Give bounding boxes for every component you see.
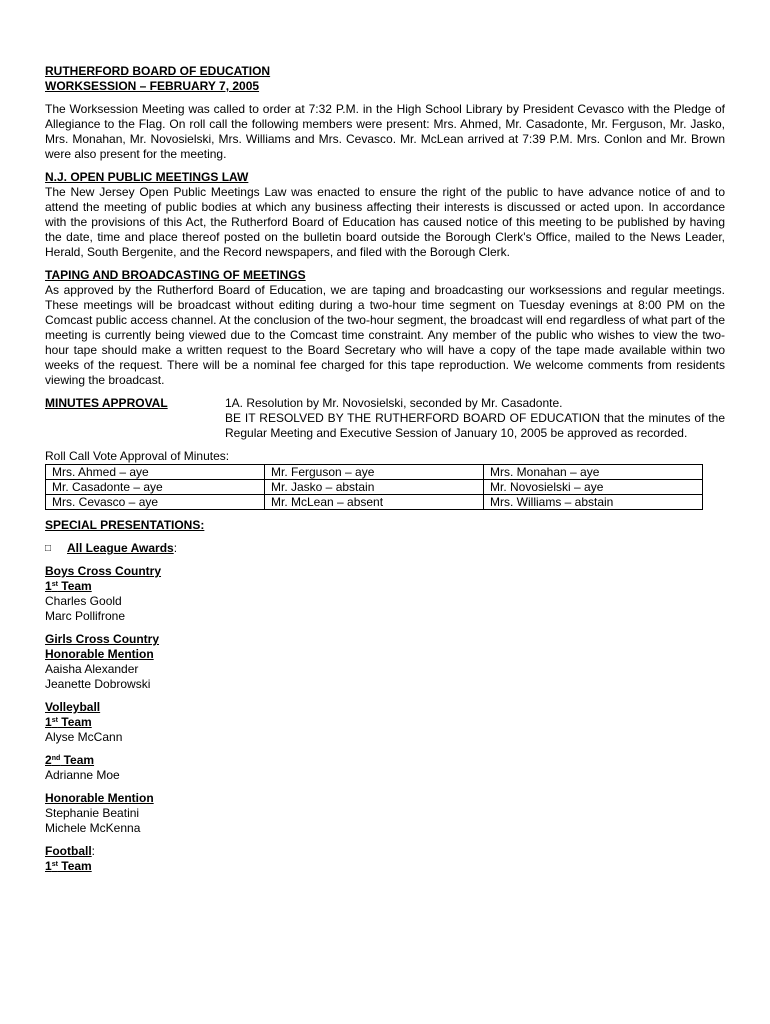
boys-cc-title: Boys Cross Country [45, 564, 162, 578]
roll-cell: Mrs. Monahan – aye [484, 465, 703, 480]
roll-cell: Mrs. Williams – abstain [484, 495, 703, 510]
volleyball-first-team: 1st Team [45, 715, 92, 729]
minutes-resolved: BE IT RESOLVED BY THE RUTHERFORD BOARD OF EDUCATION that the minutes of the Regular Meeting and Executive Session of January 10, 2005 be approved as recorded. [225, 411, 725, 440]
org-title: RUTHERFORD BOARD OF EDUCATION [45, 64, 271, 78]
roll-cell: Mrs. Ahmed – aye [46, 465, 265, 480]
special-presentations-heading: SPECIAL PRESENTATIONS: [45, 518, 205, 532]
open-meetings-heading: N.J. OPEN PUBLIC MEETINGS LAW [45, 170, 249, 184]
minutes-approval-label: MINUTES APPROVAL [45, 396, 168, 410]
girls-cc-title: Girls Cross Country [45, 632, 160, 646]
list-item: Charles Goold [45, 594, 122, 608]
taping-text: As approved by the Rutherford Board of Education, we are taping and broadcasting our worksessions and regular meetings. These meetings will be broadcast without editing during a two-hour time segment on Tuesday evenings at 8:00 PM on the Comcast public access channel. At the conclusion of the two-hour segment, the broadcast will end regardless of what part of the meeting is currently being viewed due to the Comcast time constraint. Any member of the public who wishes to view the two-hour tape should make a written request to the Board Secretary who will have a copy of the tape made available within two weeks of the request. There will be a nominal fee charged for this tape reproduction. We welcome comments from residents viewing the broadcast. [45, 283, 725, 387]
list-item: Alyse McCann [45, 730, 123, 744]
taping-heading: TAPING AND BROADCASTING OF MEETINGS [45, 268, 306, 282]
minutes-approval-section [45, 396, 725, 441]
volleyball-honorable-mention: Honorable Mention [45, 791, 154, 805]
bullet-box-icon: □ [45, 543, 52, 554]
minutes-resolution: 1A. Resolution by Mr. Novosielski, seconded by Mr. Casadonte. [225, 396, 563, 410]
session-title: WORKSESSION – FEBRUARY 7, 2005 [45, 79, 260, 93]
open-meetings-text: The New Jersey Open Public Meetings Law was enacted to ensure the right of the public to have advance notice of and to attend the meeting of public bodies at which any business affecting their interests is discussed or acted upon. In accordance with the provisions of this Act, the Rutherford Board of Education has caused notice of this meeting to be published by having the date, time and place thereof posted on the bulletin board outside the Borough Clerk's Office, mailed to the News Leader, Herald, South Bergenite, and the Record newspapers, and filed with the Borough Clerk. [45, 185, 725, 259]
list-item: Michele McKenna [45, 821, 141, 835]
list-item: Aaisha Alexander [45, 662, 139, 676]
volleyball-second-team: 2nd Team [45, 753, 95, 767]
list-item: Stephanie Beatini [45, 806, 140, 820]
intro-paragraph: The Worksession Meeting was called to order at 7:32 P.M. in the High School Library by President Cevasco with the Pledge of Allegiance to the Flag. On roll call the following members were present: Mrs. Ahmed, Mr. Casadonte, Mr. Ferguson, Mr. Jasko, Mrs. Monahan, Mr. Novosielski, Mrs. Williams and Mrs. Cevasco. Mr. McLean arrived at 7:39 P.M. Mrs. Conlon and Mr. Brown were also present for the meeting. [45, 102, 725, 161]
roll-cell: Mrs. Cevasco – aye [46, 495, 265, 510]
football-title: Football: [45, 844, 96, 858]
roll-call-table [45, 464, 703, 510]
awards-title: All League Awards [67, 541, 174, 555]
awards-bullet-item: □ All League Awards: [45, 541, 178, 555]
list-item: Jeanette Dobrowski [45, 677, 151, 691]
girls-cc-subtitle: Honorable Mention [45, 647, 154, 661]
football-first-team: 1st Team [45, 859, 92, 873]
roll-cell: Mr. Novosielski – aye [484, 480, 703, 495]
volleyball-title: Volleyball [45, 700, 101, 714]
table-row [46, 495, 703, 510]
list-item: Marc Pollifrone [45, 609, 126, 623]
table-row [46, 480, 703, 495]
roll-call-caption: Roll Call Vote Approval of Minutes: [45, 449, 230, 463]
boys-cc-team: 1st Team [45, 579, 92, 593]
roll-cell: Mr. Jasko – abstain [265, 480, 484, 495]
roll-cell: Mr. McLean – absent [265, 495, 484, 510]
list-item: Adrianne Moe [45, 768, 120, 782]
table-row [46, 465, 703, 480]
roll-cell: Mr. Ferguson – aye [265, 465, 484, 480]
roll-cell: Mr. Casadonte – aye [46, 480, 265, 495]
document-page [45, 64, 725, 874]
